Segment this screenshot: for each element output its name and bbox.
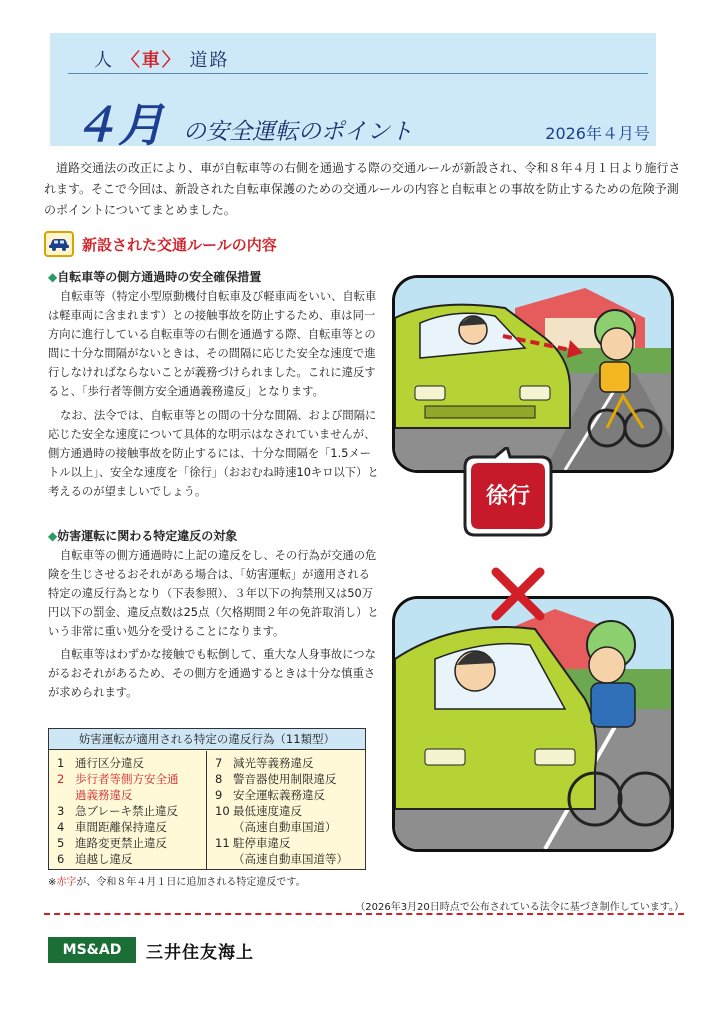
row-text: 最低速度違反 [233,804,302,818]
table-row [57,835,206,851]
note-rest: が、令和８年４月１日に追加される特定違反です。 [76,877,306,888]
table-title: 妨害運転が適用される特定の違反行為（11類型） [49,729,365,750]
company-logo: MS&AD [48,937,136,963]
table-note [48,873,306,888]
illustration-bottom [392,596,674,852]
block2-heading [48,527,237,544]
row-text: 駐停車違反 [233,836,291,850]
kicker-road: 道路 [189,50,230,71]
row-text: （高速自動車国道等） [233,852,348,866]
header-kicker [94,46,229,72]
illustration-top [392,275,674,473]
note-prefix: ※ [48,877,57,888]
row-text: （高速自動車国道） [233,820,337,834]
table-row [215,771,365,787]
row-text: 安全運転義務違反 [233,788,325,802]
legal-footnote: （2026年3月20日時点で公布されている法令に基づき制作しています。） [355,902,684,913]
row-number: 4 [57,820,65,834]
table-column-left [49,751,207,869]
table-row [215,755,365,771]
illustration-bottom-scene [395,599,671,849]
footer [48,937,254,963]
row-text: 追越し違反 [75,852,133,866]
row-number: 3 [57,804,65,818]
diamond-icon: ◆ [48,270,58,284]
row-number: 7 [215,756,223,770]
row-text: 車間距離保持違反 [75,820,167,834]
row-text: 進路変更禁止違反 [75,836,167,850]
dashed-divider [44,913,684,915]
violation-table [48,728,366,870]
block2-paragraph-1: 自転車等の側方通過時に上記の違反をし、その行為が交通の危険を生じさせるおそれがある場合は、「妨害運転」が適用される特定の違反行為となり（下表参照）、３年以下の拘禁刑又は50万円以下の罰金、違反点数は25点（欠格期間２年の免許取消し）という非常に重い処分を受けることになります。 [48,549,379,638]
table-row [57,755,206,771]
row-number [57,787,75,803]
row-number: 5 [57,836,65,850]
header-month: ４月 [72,98,164,152]
block2-paragraph-2: 自転車等はわずかな接触でも転倒して、重大な人身事故につながるおそれがあるため、その側方を通過するときは十分な慎重さが求められます。 [48,648,376,699]
header-title: の安全運転のポイント [183,119,413,145]
row-number: 9 [215,788,223,802]
header-banner [50,33,656,152]
header-divider [68,73,648,74]
row-text: 通行区分違反 [75,756,144,770]
kicker-person: 人 [94,50,114,71]
table-row [215,835,365,851]
row-text: 警音器使用制限違反 [233,772,337,786]
bubble-text: 徐行 [485,484,530,509]
row-text: 歩行者等側方安全通 [75,772,179,786]
row-text: 減光等義務違反 [233,756,314,770]
car-icon [44,231,74,257]
row-number: 1 [57,756,65,770]
row-number [215,851,233,867]
row-number [215,819,233,835]
table-row [57,787,206,803]
table-row [57,803,206,819]
diamond-icon: ◆ [48,529,58,543]
table-columns [49,751,365,869]
row-text: 過義務違反 [75,788,133,802]
table-row [215,787,365,803]
table-row [215,851,365,867]
table-column-right [207,751,365,869]
block2-heading-text: 妨害運転に関わる特定違反の対象 [57,529,238,543]
table-row [57,771,206,787]
block1-paragraph-1: 自転車等（特定小型原動機付自転車及び軽車両をいい、自転車は軽車両に含まれます）との接触事故を防止するため、車は同一方向に進行している自転車等の右側を通過する際、自転車等との間に十分な間隔がないときは、その間隔に応じた安全な速度で進行しなければならないことが義務づけられました。これに違反すると、「歩行者等側方安全通過義務違反」となります。 [48,290,377,398]
illustration-top-scene [395,278,671,470]
row-number: 6 [57,852,65,866]
row-number: 11 [215,836,230,850]
table-row [57,819,206,835]
row-number: 2 [57,772,65,786]
header-issue: 2026年４月号 [545,124,650,143]
row-number: 10 [215,804,230,818]
section-heading [44,229,277,259]
cross-icon [490,566,546,622]
block1-heading-text: 自転車等の側方通過時の安全確保措置 [57,270,262,284]
intro-text: 道路交通法の改正により、車が自転車等の右側を通過する際の交通ルールが新設され、令和８年４月１日より施行されます。そこで今回は、新設された自転車保護のための交通ルールの内容と自転車との事故を防止するための危険予測のポイントについてまとめました。 [44,161,681,217]
block1-heading [48,268,261,285]
speech-bubble [455,447,557,539]
table-row [57,851,206,867]
table-row [215,803,365,819]
table-row [215,819,365,835]
row-text: 急ブレーキ禁止違反 [75,804,179,818]
kicker-car: 〈車〉 [121,50,182,71]
block1-paragraph-2: なお、法令では、自転車等との間の十分な間隔、および間隔に応じた安全な速度について具体的な明示はなされていませんが、側方通過時の接触事故を防止するには、十分な間隔を「1.5メートル以上」、安全な速度を「徐行」（おおむね時速10キロ以下）と考えるのが望ましいでしょう。 [48,409,379,498]
row-number: 8 [215,772,223,786]
note-red: 赤字 [56,877,77,888]
section-title: 新設された交通ルールの内容 [82,235,277,254]
company-name: 三井住友海上 [146,942,254,963]
